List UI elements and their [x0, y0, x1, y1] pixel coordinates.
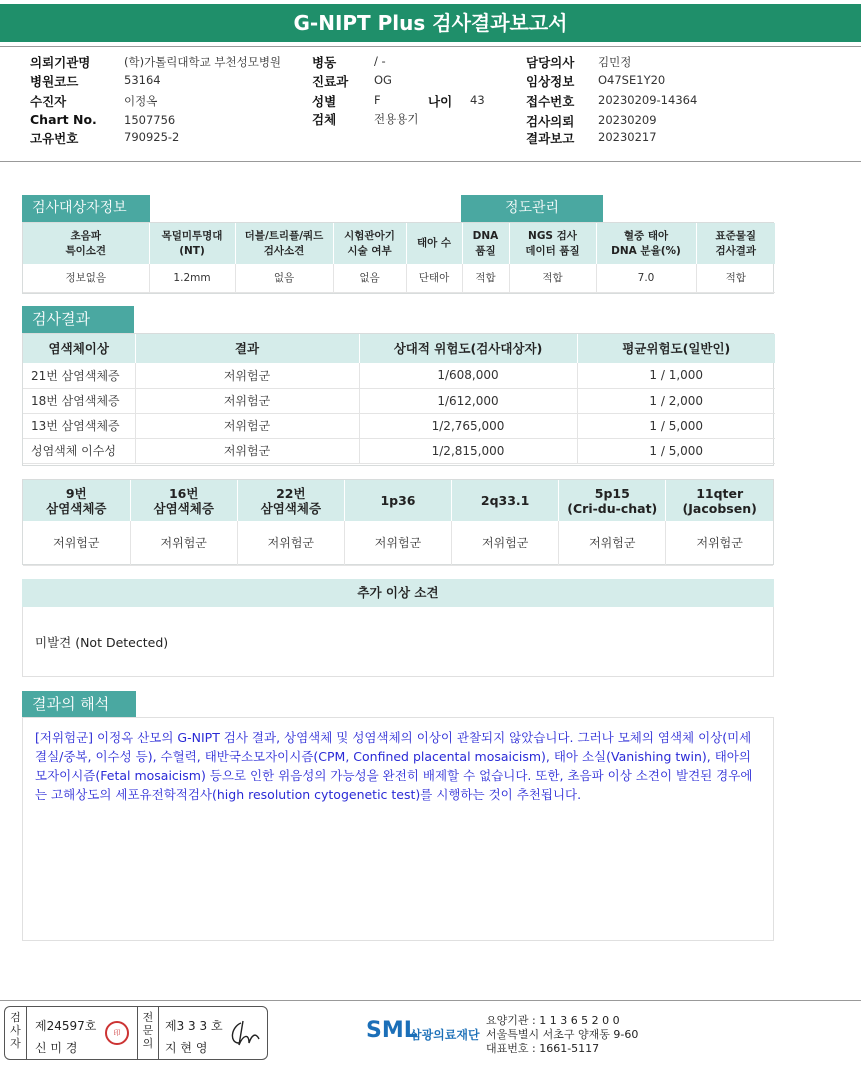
value-nt: 1.2mm — [149, 264, 235, 292]
sex-label: 성별 — [312, 94, 337, 109]
result-table — [23, 334, 775, 464]
value-trisomy-22: 저위험군 — [237, 521, 344, 565]
header-trisomy-9 — [23, 480, 130, 521]
signature-box — [4, 1006, 268, 1060]
value-screening: 없음 — [235, 264, 333, 292]
ward-value: / - — [374, 54, 386, 68]
result-header-row — [23, 334, 775, 363]
table-row — [23, 388, 775, 413]
header-2q33 — [452, 480, 559, 521]
examinee-label: 수진자 — [30, 94, 67, 109]
value-11qter: 저위험군 — [666, 521, 773, 565]
row-result: 저위험군 — [135, 413, 359, 438]
header-trisomy-16 — [130, 480, 237, 521]
value-trisomy-9: 저위험군 — [23, 521, 130, 565]
header-trisomy-22 — [237, 480, 344, 521]
extra-result-panel — [22, 479, 774, 565]
specialist-label-text: 전문의 — [142, 1011, 154, 1050]
subject-info-table — [23, 223, 775, 293]
report-value: 20230217 — [598, 130, 657, 144]
unique-id-label: 고유번호 — [30, 131, 79, 146]
clinical-value: O47SE1Y20 — [598, 73, 666, 87]
hospital-code-value: 53164 — [124, 73, 161, 87]
dept-value: OG — [374, 73, 392, 87]
sex-value: F — [374, 93, 381, 107]
header-screening — [235, 223, 333, 264]
extra-header-row — [23, 480, 773, 521]
row-average-risk: 1 / 2,000 — [577, 388, 775, 413]
header-ngs-quality — [509, 223, 596, 264]
examiner-no: 제24597호 — [35, 1019, 97, 1033]
institution-value: (학)가톨릭대학교 부천성모병원 — [124, 55, 282, 69]
value-trisomy-16: 저위험군 — [130, 521, 237, 565]
sml-logo: SML — [366, 1018, 418, 1043]
table-row — [23, 363, 775, 388]
row-abnormality: 21번 삼염색체증 — [23, 363, 135, 388]
signature-icon — [227, 1019, 263, 1049]
specimen-label: 검체 — [312, 112, 337, 127]
table-row — [23, 413, 775, 438]
row-result: 저위험군 — [135, 438, 359, 463]
header-ultrasound-text: 초음파 특이소견 — [65, 229, 107, 257]
examiner-label-text: 검사자 — [10, 1011, 21, 1050]
org-contact — [486, 1014, 638, 1056]
header-nt — [149, 223, 235, 264]
care-no: 요양기관 : 1 1 3 6 5 2 0 0 — [486, 1014, 620, 1027]
value-5p15: 저위험군 — [559, 521, 666, 565]
report-title: G-NIPT Plus 검사결과보고서 — [0, 4, 861, 42]
unique-id-value: 790925-2 — [124, 130, 180, 144]
header-trisomy-9-text: 9번 삼염색체증 — [46, 485, 107, 516]
subject-info-tab: 검사대상자정보 — [22, 195, 150, 222]
examiner-label — [5, 1007, 27, 1059]
header-average-risk: 평균위험도(일반인) — [577, 334, 775, 363]
patient-info — [0, 46, 861, 162]
request-label: 검사의뢰 — [526, 114, 575, 129]
value-fetal-fraction: 7.0 — [596, 264, 696, 292]
header-1p36-text: 1p36 — [380, 493, 416, 508]
header-fetal-fraction-text: 혈중 태아 DNA 분율(%) — [611, 229, 681, 257]
header-nt-text: 목덜미투명대 (NT) — [161, 229, 223, 257]
specialist-name: 지 현 영 — [165, 1041, 208, 1055]
header-ultrasound — [23, 223, 149, 264]
footer — [0, 1000, 861, 1069]
header-2q33-text: 2q33.1 — [480, 493, 530, 508]
header-11qter-text: 11qter (Jacobsen) — [682, 485, 757, 516]
header-ivf — [333, 223, 406, 264]
institution-label: 의뢰기관명 — [30, 55, 91, 70]
row-abnormality: 성염색체 이수성 — [23, 438, 135, 463]
specialist-no: 제3 3 3 호 — [165, 1019, 223, 1033]
header-ngs-quality-text: NGS 검사 데이터 품질 — [525, 229, 580, 257]
header-reference-text: 표준물질 검사결과 — [715, 229, 757, 257]
interpretation-tab: 결과의 해석 — [22, 691, 136, 718]
doctor-value: 김민정 — [598, 55, 632, 69]
header-trisomy-22-text: 22번 삼염색체증 — [260, 485, 322, 516]
row-abnormality: 18번 삼염색체증 — [23, 388, 135, 413]
examinee-value: 이정옥 — [124, 94, 158, 108]
header-abnormality: 염색체이상 — [23, 334, 135, 363]
header-result: 결과 — [135, 334, 359, 363]
value-fetus-count: 단태아 — [406, 264, 462, 292]
row-average-risk: 1 / 5,000 — [577, 413, 775, 438]
additional-findings-text: 미발견 (Not Detected) — [22, 607, 774, 677]
header-dna-quality — [462, 223, 509, 264]
subject-info-panel — [22, 222, 774, 294]
row-relative-risk: 1/2,765,000 — [359, 413, 577, 438]
age-value: 43 — [470, 93, 485, 107]
seal-icon: 印 — [105, 1021, 129, 1045]
row-result: 저위험군 — [135, 363, 359, 388]
table-row — [23, 438, 775, 463]
qc-tab: 정도관리 — [461, 195, 603, 222]
header-fetus-count — [406, 223, 462, 264]
row-abnormality: 13번 삼염색체증 — [23, 413, 135, 438]
report-label: 결과보고 — [526, 131, 575, 146]
org-name: 삼광의료재단 — [410, 1028, 480, 1042]
receipt-label: 접수번호 — [526, 94, 575, 109]
extra-value-row — [23, 521, 773, 565]
value-1p36: 저위험군 — [344, 521, 451, 565]
row-relative-risk: 1/2,815,000 — [359, 438, 577, 463]
subject-info-value-row — [23, 264, 775, 292]
result-tab: 검사결과 — [22, 306, 134, 333]
header-reference — [696, 223, 775, 264]
row-result: 저위험군 — [135, 388, 359, 413]
receipt-value: 20230209-14364 — [598, 93, 698, 107]
row-average-risk: 1 / 5,000 — [577, 438, 775, 463]
header-5p15-text: 5p15 (Cri-du-chat) — [567, 485, 658, 516]
value-ngs-quality: 적합 — [509, 264, 596, 292]
chart-no-value: 1507756 — [124, 113, 176, 127]
row-relative-risk: 1/608,000 — [359, 363, 577, 388]
header-fetus-count-text: 태아 수 — [416, 237, 452, 249]
value-2q33: 저위험군 — [452, 521, 559, 565]
header-trisomy-16-text: 16번 삼염색체증 — [153, 485, 214, 516]
value-reference: 적합 — [696, 264, 775, 292]
specimen-value: 전용용기 — [374, 112, 419, 126]
value-ultrasound: 정보없음 — [23, 264, 149, 292]
phone: 대표번호 : 1661-5117 — [486, 1042, 600, 1055]
header-ivf-text: 시험관아기 시술 여부 — [344, 229, 395, 257]
header-5p15 — [559, 480, 666, 521]
hospital-code-label: 병원코드 — [30, 74, 79, 89]
doctor-label: 담당의사 — [526, 55, 575, 70]
ward-label: 병동 — [312, 55, 337, 70]
additional-findings-header: 추가 이상 소견 — [22, 579, 774, 607]
row-average-risk: 1 / 1,000 — [577, 363, 775, 388]
subject-info-header-row — [23, 223, 775, 264]
header-fetal-fraction — [596, 223, 696, 264]
dept-label: 진료과 — [312, 74, 349, 89]
value-dna-quality: 적합 — [462, 264, 509, 292]
header-screening-text: 더블/트리플/쿼드 검사소견 — [244, 229, 324, 257]
interpretation-text: [저위험군] 이정옥 산모의 G-NIPT 검사 결과, 상염색체 및 성염색체의 이상이 관찰되지 않았습니다. 그러나 모체의 염색체 이상(미세결실/중복, 이수성 등), 수혈력, 태반국소모자이시즘(CPM, Confined placental mosaicism), 태아 소실(Vanishing twin), 태아의 모자이시즘(Fetal mosaicism) 등으로 인한 위음성의 가능성을 완전히 배제할 수 없습니다. 또한, 초음파 이상 소견이 발견된 경우에는 고해상도의 세포유전학적검사(high resolution cytogenetic test)를 시행하는 것이 추천됩니다. — [22, 717, 774, 941]
chart-no-label: Chart No. — [30, 112, 97, 127]
header-relative-risk: 상대적 위험도(검사대상자) — [359, 334, 577, 363]
header-dna-quality-text: DNA 품질 — [472, 229, 499, 257]
result-panel — [22, 333, 774, 466]
value-ivf: 없음 — [333, 264, 406, 292]
row-relative-risk: 1/612,000 — [359, 388, 577, 413]
age-label: 나이 — [428, 94, 453, 109]
request-value: 20230209 — [598, 113, 657, 127]
examiner-name: 신 미 경 — [35, 1041, 78, 1055]
clinical-label: 임상정보 — [526, 74, 575, 89]
extra-result-table — [23, 480, 773, 566]
specialist-label — [137, 1007, 159, 1059]
header-11qter — [666, 480, 773, 521]
address: 서울특별시 서초구 양재동 9-60 — [486, 1028, 639, 1041]
header-1p36 — [344, 480, 451, 521]
